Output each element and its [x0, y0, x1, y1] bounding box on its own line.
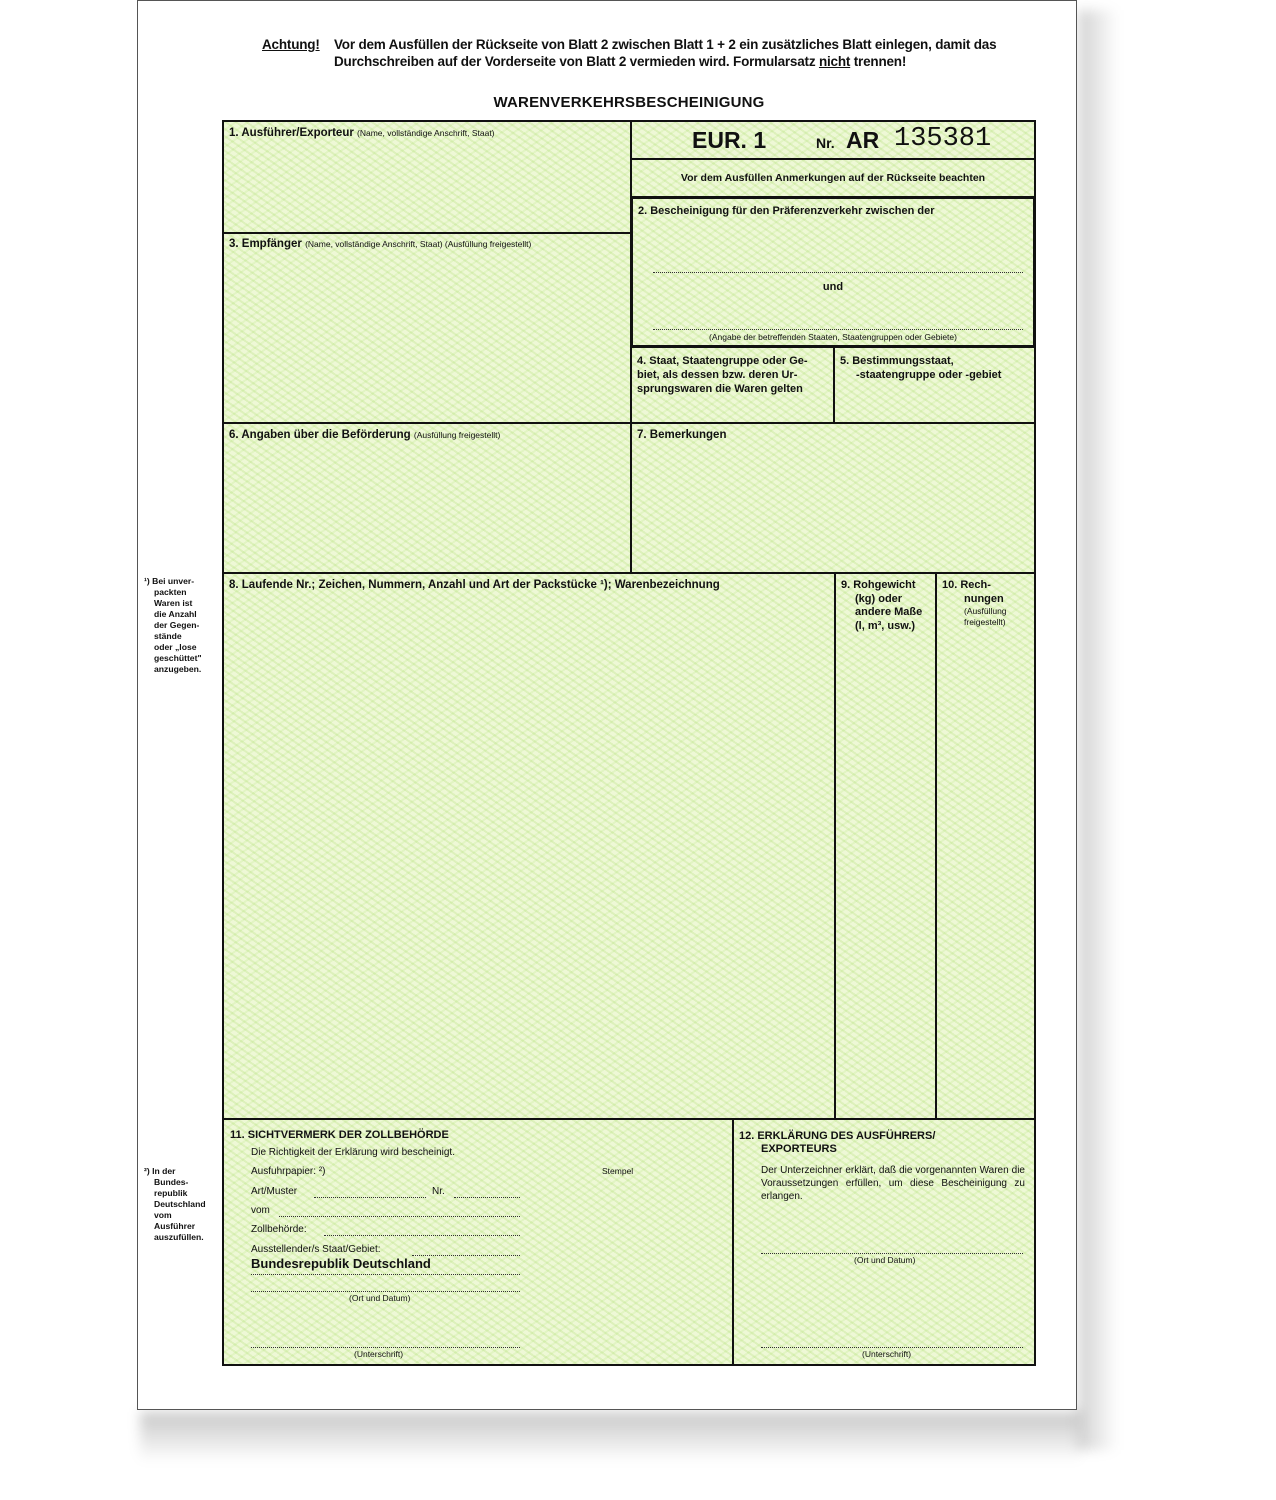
form-title: WARENVERKEHRSBESCHEINIGUNG [493, 94, 765, 111]
box-11-date-label: vom [251, 1205, 270, 1216]
form-name: EUR. 1 [692, 127, 767, 153]
box-1-sub: (Name, vollständige Anschrift, Staat) [357, 128, 495, 138]
box-3-sub: (Name, vollständige Anschrift, Staat) (Ausfüllung freigestellt) [305, 239, 532, 249]
box-8-title: 8. Laufende Nr.; Zeichen, Nummern, Anzahl und Art der Packstücke ¹); Warenbezeichnung [229, 579, 720, 591]
box-2-title: 2. Bescheinigung für den Präferenzverkehr zwischen der [638, 205, 935, 217]
box-2-und: und [822, 281, 844, 293]
box-2-line-1[interactable] [653, 272, 1023, 273]
box-7-remarks[interactable] [630, 422, 1036, 574]
box-6-title: 6. Angaben über die Beförderung [229, 429, 411, 441]
box-12-signature-field[interactable] [761, 1347, 1023, 1348]
box-8-goods[interactable] [222, 572, 836, 1120]
page-shadow-bottom [140, 1412, 1080, 1462]
box-11-type-field[interactable] [314, 1197, 426, 1198]
nr-label: Nr. [816, 135, 835, 151]
box-11-signature: (Unterschrift) [354, 1349, 404, 1359]
box-12-place-date-field[interactable] [761, 1253, 1023, 1254]
box-11-signature-field[interactable] [251, 1347, 520, 1348]
box-6-transport[interactable] [222, 422, 632, 574]
footnote-2: ²) In der Bundes- republik Deutschland vom Ausführer auszufüllen. [144, 1166, 206, 1242]
box-11-place-date: (Ort und Datum) [349, 1293, 411, 1303]
box-11-issuing-value: Bundesrepublik Deutschland [251, 1256, 431, 1271]
box-7-title: 7. Bemerkungen [637, 429, 727, 441]
box-5-destination[interactable]: 5. Bestimmungsstaat, -staatengruppe oder -gebiet [833, 346, 1036, 424]
box-11-type-label: Art/Muster [251, 1186, 298, 1197]
box-2-line-2[interactable] [653, 329, 1023, 330]
serial-number: 135381 [894, 124, 992, 154]
box-12-place-date: (Ort und Datum) [854, 1255, 916, 1265]
box-12-title-1: 12. ERKLÄRUNG DES AUSFÜHRERS/ [739, 1130, 936, 1142]
series-code: AR [846, 127, 880, 153]
box-12-text: Der Unterzeichner erklärt, daß die vorgenannten Waren die Voraussetzungen erfüllen, um diese Bescheinigung zu erlangen. [761, 1165, 1025, 1202]
box-11-nr-label: Nr. [432, 1186, 445, 1197]
box-4-origin[interactable]: 4. Staat, Staatengruppe oder Ge- biet, als dessen bzw. deren Ur- sprungswaren die Waren gelten [630, 346, 835, 424]
box-11-confirm: Die Richtigkeit der Erklärung wird bescheinigt. [251, 1147, 455, 1158]
box-1-exporter[interactable] [222, 120, 632, 234]
page-shadow-right [1078, 10, 1118, 1450]
box-11-stamp: Stempel [602, 1166, 634, 1176]
notice-text: Vor dem Ausfüllen der Rückseite von Blatt 2 zwischen Blatt 1 + 2 ein zusätzliches Blatt einlegen, damit das Durchschreiben auf der Vorderseite von Blatt 2 vermieden wird. Formularsatz nicht trennen! [334, 37, 997, 69]
box-2-caption: (Angabe der betreffenden Staaten, Staatengruppen oder Gebiete) [709, 332, 957, 342]
box-10-invoices[interactable]: 10. Rech- nungen (Ausfüllung freigestellt) [935, 572, 1036, 1120]
box-1-title: 1. Ausführer/Exporteur [229, 127, 354, 139]
box-3-title: 3. Empfänger [229, 238, 302, 250]
box-11-date-field[interactable] [279, 1216, 520, 1217]
box-11-nr-field[interactable] [454, 1197, 520, 1198]
notice-lead: Achtung! [262, 37, 320, 52]
box-11-office-field[interactable] [324, 1235, 520, 1236]
box-11-place-date-field[interactable] [251, 1291, 520, 1292]
box-11-office-label: Zollbehörde: [251, 1224, 307, 1235]
footnote-1: ¹) Bei unver- packten Waren ist die Anzahl der Gegen- stände oder „lose geschüttet" anzugeben. [144, 576, 202, 674]
box-3-consignee[interactable] [222, 232, 632, 424]
box-11-title: 11. SICHTVERMERK DER ZOLLBEHÖRDE [230, 1129, 449, 1141]
box-9-weight[interactable]: 9. Rohgewicht (kg) oder andere Maße (l, m³, usw.) [834, 572, 937, 1120]
box-11-issuing-line [251, 1274, 520, 1275]
box-12-exporter-declaration[interactable] [732, 1118, 1036, 1366]
box-11-customs-endorsement[interactable] [222, 1118, 734, 1366]
box-12-title-2: EXPORTEURS [761, 1143, 837, 1155]
box-11-export-doc: Ausfuhrpapier: ²) [251, 1166, 326, 1177]
box-11-issuing-label: Ausstellender/s Staat/Gebiet: [251, 1244, 381, 1255]
box-12-signature: (Unterschrift) [862, 1349, 912, 1359]
box-6-sub: (Ausfüllung freigestellt) [413, 430, 501, 440]
eur1-header [630, 120, 1036, 160]
box-2-preference[interactable] [630, 196, 1036, 348]
eur1-hint: Vor dem Ausfüllen Anmerkungen auf der Rückseite beachten [630, 158, 1036, 198]
